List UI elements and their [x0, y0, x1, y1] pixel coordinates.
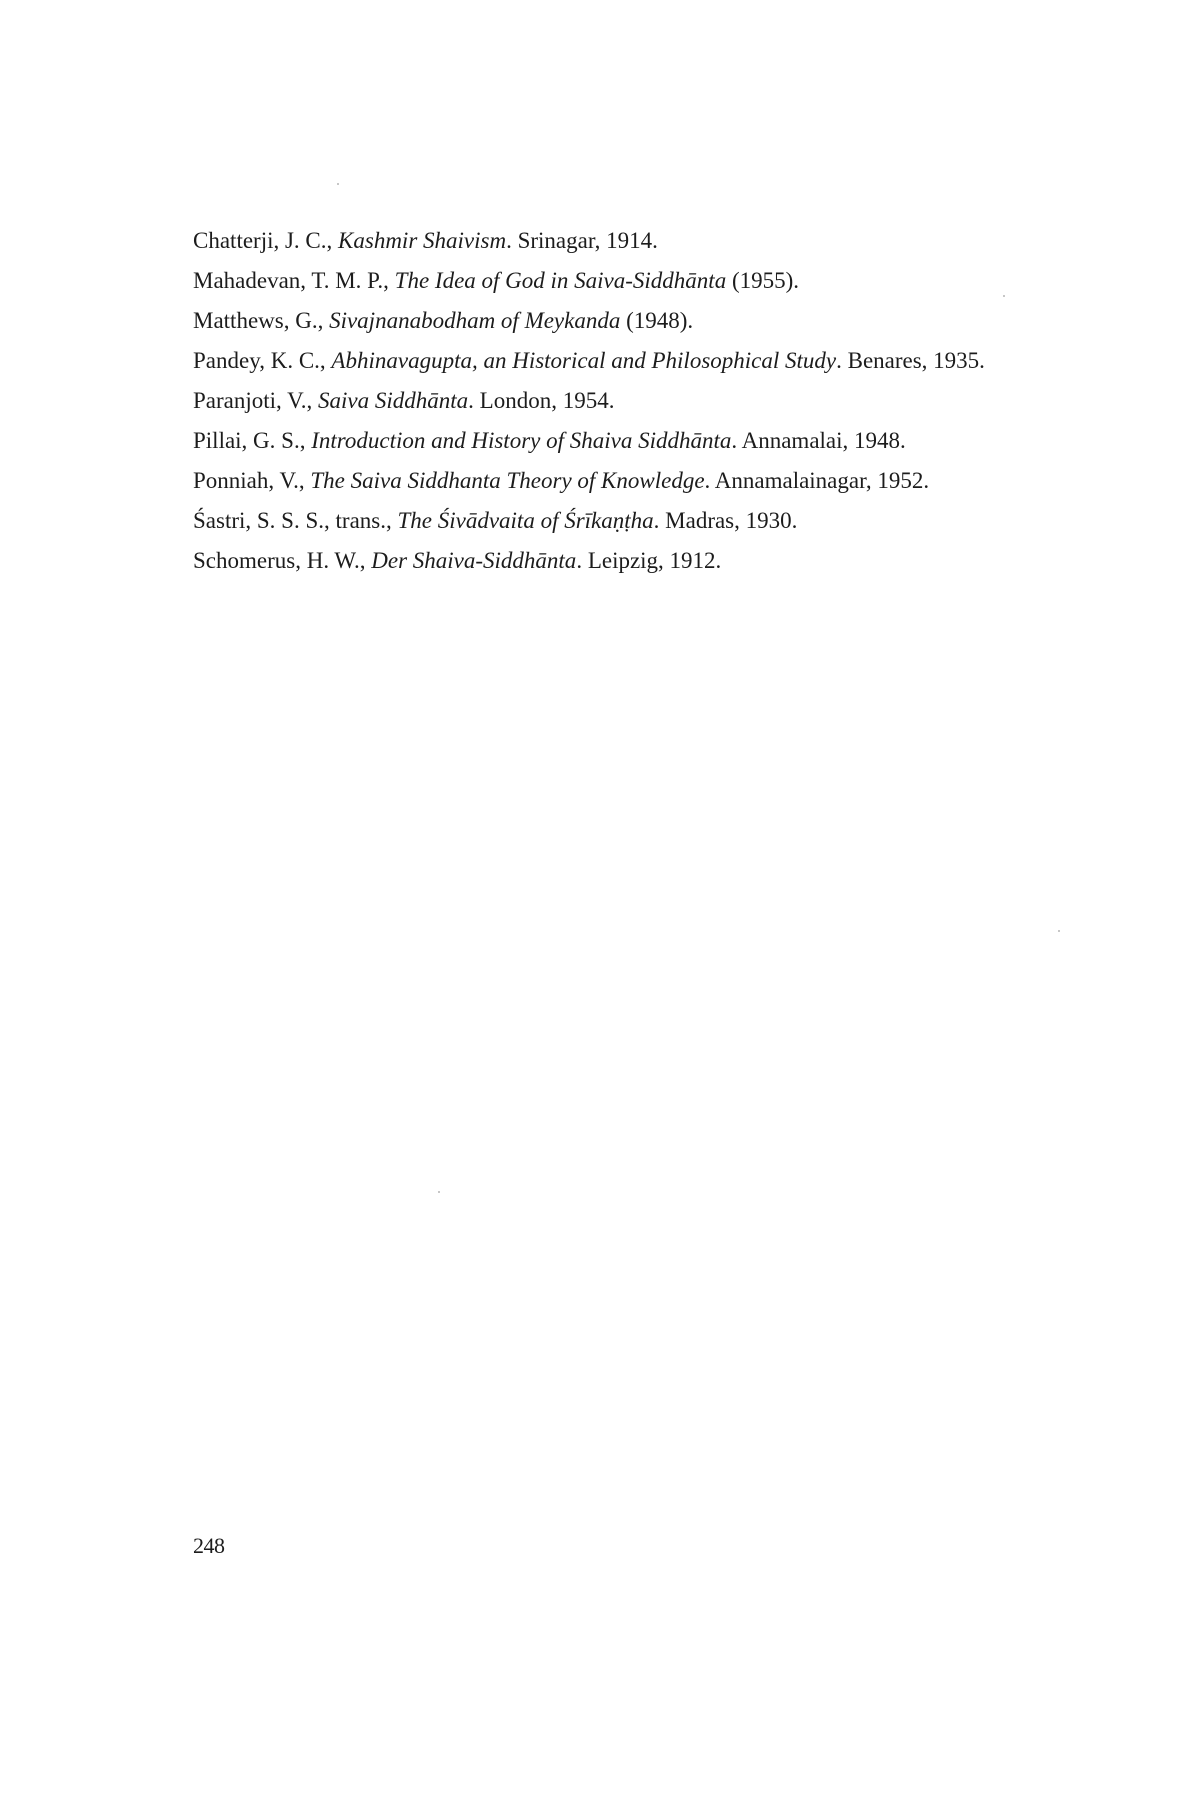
- entry-publication: . Leipzig, 1912.: [576, 548, 722, 573]
- entry-title: Saiva Siddhānta: [318, 388, 469, 413]
- bibliography-entry: [193, 221, 1013, 261]
- entry-author: Matthews, G.,: [193, 308, 330, 333]
- bibliography-entry: [193, 541, 1013, 581]
- scan-speck: [438, 1191, 440, 1193]
- bibliography-entry: [193, 381, 1013, 421]
- entry-title: Abhinavagupta, an Historical and Philosophical Study: [331, 348, 837, 373]
- entry-author: Śastri, S. S. S., trans.,: [193, 508, 398, 533]
- bibliography-entry: [193, 501, 1013, 541]
- entry-title: The Idea of God in Saiva-Siddhānta: [394, 268, 727, 293]
- entry-title: The Saiva Siddhanta Theory of Knowledge: [310, 468, 705, 493]
- entry-publication: . London, 1954.: [468, 388, 615, 413]
- entry-title: Der Shaiva-Siddhānta: [371, 548, 577, 573]
- entry-publication: (1948).: [620, 308, 694, 333]
- bibliography-list: [193, 221, 1013, 581]
- entry-author: Mahadevan, T. M. P.,: [193, 268, 395, 293]
- bibliography-entry: [193, 341, 1013, 381]
- entry-title: Kashmir Shaivism: [338, 228, 507, 253]
- entry-publication: . Madras, 1930.: [653, 508, 798, 533]
- bibliography-entry: [193, 421, 1013, 461]
- bibliography-entry: [193, 261, 1013, 301]
- entry-author: Ponniah, V.,: [193, 468, 311, 493]
- entry-publication: . Annamalai, 1948.: [731, 428, 906, 453]
- entry-title: The Śivādvaita of Śrīkaṇṭha: [397, 508, 654, 533]
- page-number: 248: [193, 1533, 225, 1558]
- entry-author: Pillai, G. S.,: [193, 428, 312, 453]
- entry-publication: . Srinagar, 1914.: [506, 228, 658, 253]
- bibliography-entry: [193, 461, 1013, 501]
- scan-speck: [1058, 930, 1060, 932]
- entry-author: Paranjoti, V.,: [193, 388, 319, 413]
- entry-author: Schomerus, H. W.,: [193, 548, 372, 573]
- entry-title: Introduction and History of Shaiva Siddhānta: [311, 428, 732, 453]
- entry-publication: . Annamalainagar, 1952.: [704, 468, 930, 493]
- scan-speck: [337, 183, 339, 185]
- bibliography-entry: [193, 301, 1013, 341]
- entry-publication: (1955).: [726, 268, 800, 293]
- entry-author: Chatterji, J. C.,: [193, 228, 339, 253]
- entry-publication: . Benares, 1935.: [836, 348, 985, 373]
- entry-author: Pandey, K. C.,: [193, 348, 332, 373]
- entry-title: Sivajnanabodham of Meykanda: [329, 308, 621, 333]
